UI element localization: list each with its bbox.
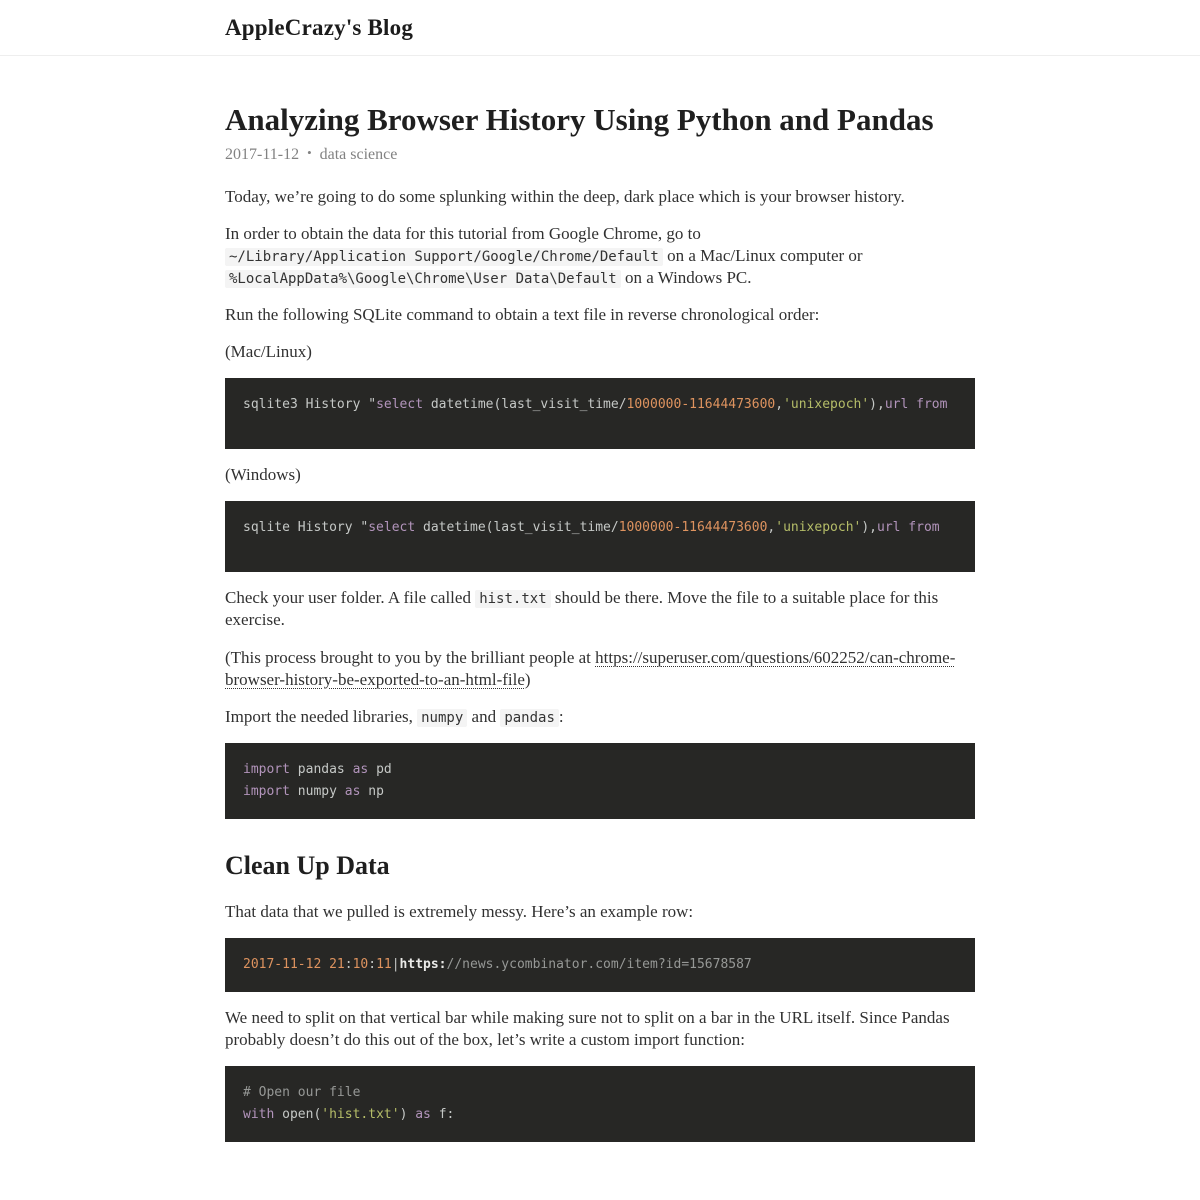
paragraph-text: should be there. Move the file to a suitable place for this exercise. xyxy=(225,588,939,630)
code-token: 'unixepoch' xyxy=(775,520,862,536)
paragraph-text: : xyxy=(558,706,564,726)
paragraph xyxy=(225,1007,975,1051)
code-token: | xyxy=(391,956,400,972)
post xyxy=(225,101,975,1142)
code-token: datetime(last_visit_time/ xyxy=(423,397,627,413)
paragraph xyxy=(225,901,975,923)
code-token: datetime(last_visit_time/ xyxy=(415,520,619,536)
code-token: 10 xyxy=(352,956,369,972)
code-token: f: xyxy=(430,1106,455,1122)
post-meta xyxy=(225,145,975,166)
code-token: select xyxy=(368,520,416,536)
post-content xyxy=(225,186,975,1142)
paragraph-text: Import the needed libraries, xyxy=(225,706,418,726)
post-article xyxy=(225,101,975,1142)
paragraph-text: (Mac/Linux) xyxy=(225,342,312,362)
inline-code: pandas xyxy=(500,709,559,727)
code-token: np xyxy=(360,783,384,799)
paragraph-text: on a Windows PC. xyxy=(620,267,752,287)
code-token: select xyxy=(376,397,424,413)
code-token: : xyxy=(344,956,353,972)
code-token: 1000000-11644473600 xyxy=(626,397,776,413)
inline-code: ~/Library/Application Support/Google/Chrome/Default xyxy=(225,248,663,266)
paragraph-text: Today, we’re going to do some splunking within the deep, dark place which is your browser history. xyxy=(225,186,905,206)
paragraph xyxy=(225,304,975,326)
code-token: as xyxy=(344,783,361,799)
code-token: , xyxy=(775,397,784,413)
paragraph-text: That data that we pulled is extremely messy. Here’s an example row: xyxy=(225,901,694,921)
code-token: ), xyxy=(861,520,877,536)
site-header xyxy=(0,0,1200,56)
code-token: https: xyxy=(399,956,447,972)
paragraph-text: (This process brought to you by the brilliant people at xyxy=(225,647,596,667)
code-token: 11 xyxy=(376,956,392,972)
paragraph xyxy=(225,186,975,208)
code-token: ) xyxy=(399,1106,416,1122)
code-token: pandas xyxy=(289,761,353,777)
code-token: # Open our file xyxy=(243,1084,361,1100)
code-token: //news.ycombinator.com/item?id=15678587 xyxy=(446,956,752,972)
paragraph xyxy=(225,223,975,289)
paragraph xyxy=(225,647,975,691)
section-heading: Clean Up Data xyxy=(225,850,390,880)
paragraph-text: and xyxy=(467,706,501,726)
paragraph xyxy=(225,341,975,363)
code-token: import xyxy=(243,761,290,777)
post-title: Analyzing Browser History Using Python and Pandas xyxy=(225,101,934,137)
code-token: as xyxy=(415,1106,431,1122)
code-token: 'hist.txt' xyxy=(321,1106,400,1122)
code-block[interactable] xyxy=(225,501,975,572)
paragraph xyxy=(225,587,975,631)
paragraph-text: We need to split on that vertical bar while making sure not to split on a bar in the URL itself. Since Pandas probably doesn’t do this out of the box, let’s write a custom import function: xyxy=(225,1007,950,1049)
post-date: 2017-11-12 xyxy=(225,145,300,163)
code-token: 'unixepoch' xyxy=(783,397,870,413)
code-token: open( xyxy=(274,1106,322,1122)
meta-separator-dot: • xyxy=(307,144,312,160)
code-token: ), xyxy=(869,397,885,413)
inline-code: hist.txt xyxy=(475,590,550,608)
paragraph-text: on a Mac/Linux computer or xyxy=(662,245,863,265)
inline-code: numpy xyxy=(417,709,467,727)
paragraph-text: Run the following SQLite command to obtain a text file in reverse chronological order: xyxy=(225,305,820,325)
code-block xyxy=(225,743,975,819)
paragraph xyxy=(225,464,975,486)
site-title[interactable]: AppleCrazy's Blog xyxy=(225,15,414,40)
inline-code: %LocalAppData%\Google\Chrome\User Data\Default xyxy=(225,270,621,288)
code-token: numpy xyxy=(289,783,345,799)
code-token: sqlite3 History " xyxy=(243,397,377,413)
code-token: sqlite History " xyxy=(243,520,369,536)
code-token: import xyxy=(243,783,290,799)
code-block[interactable] xyxy=(225,378,975,449)
code-block xyxy=(225,938,975,992)
code-token: url from xyxy=(884,397,948,413)
code-token: 1000000-11644473600 xyxy=(618,520,768,536)
paragraph-text: ) xyxy=(524,669,531,689)
paragraph-text: Check your user folder. A file called xyxy=(225,588,476,608)
code-token: as xyxy=(352,761,369,777)
paragraph-text: In order to obtain the data for this tutorial from Google Chrome, go to xyxy=(225,223,701,243)
paragraph xyxy=(225,706,975,728)
code-token: pd xyxy=(368,761,392,777)
code-token: with xyxy=(243,1106,275,1122)
post-category: data science xyxy=(319,145,398,163)
code-block xyxy=(225,1066,975,1142)
paragraph-text: (Windows) xyxy=(225,465,301,485)
code-token: , xyxy=(767,520,776,536)
code-token: : xyxy=(368,956,377,972)
code-token: url from xyxy=(877,520,940,536)
external-link[interactable]: https://superuser.com/questions/602252/can-chrome-browser-history-be-exported-to-an-html-file xyxy=(225,647,956,689)
code-token: 2017-11-12 21 xyxy=(243,956,345,972)
